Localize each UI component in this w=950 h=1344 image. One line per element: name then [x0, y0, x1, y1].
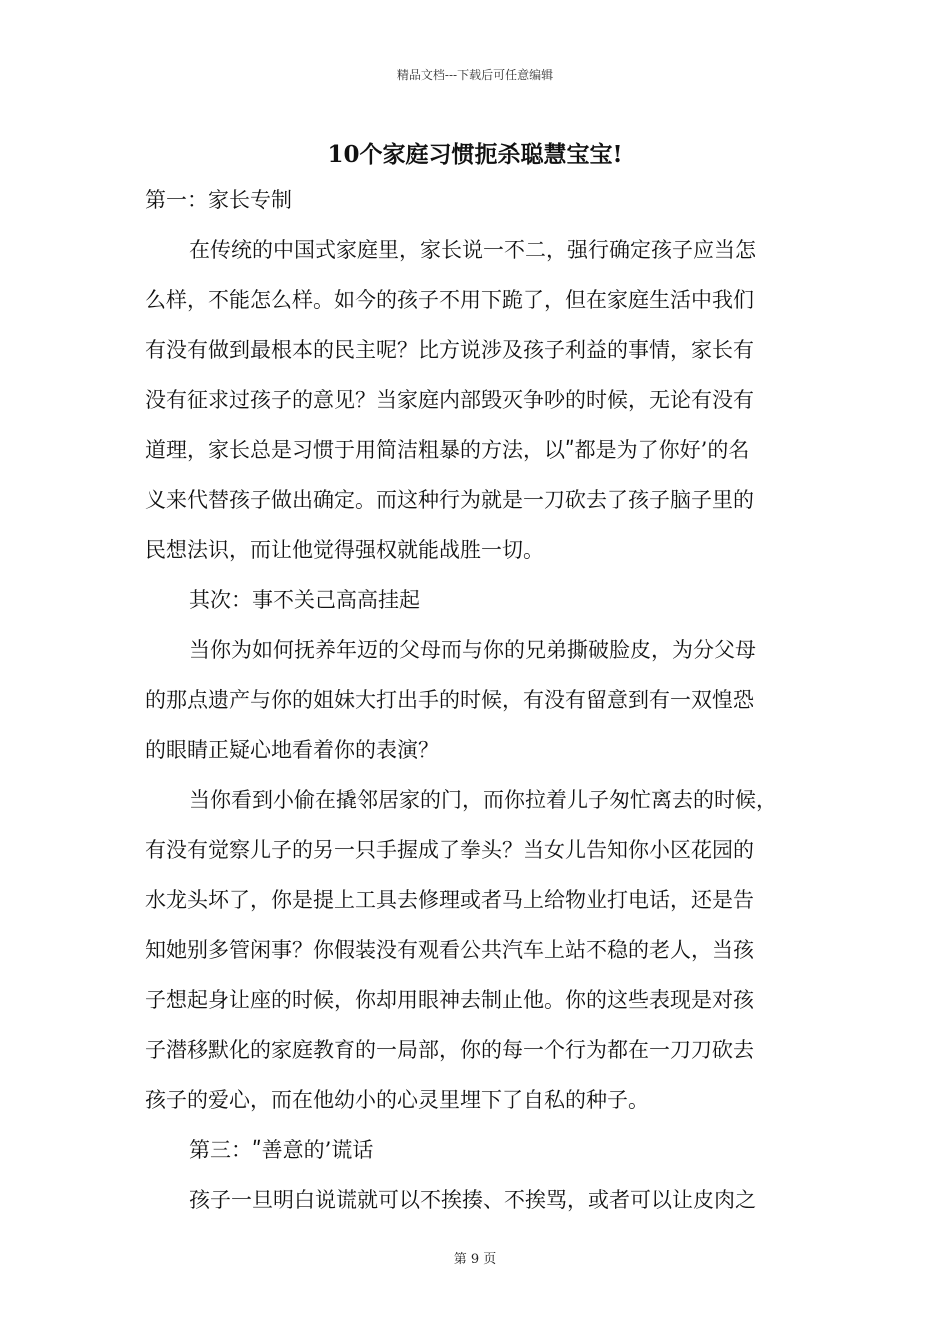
paragraph-line: 孩子的爱心，而在他幼小的心灵里埋下了自私的种子。	[145, 1088, 649, 1112]
page-header: 精品文档---下载后可任意编辑	[396, 68, 554, 82]
paragraph-line: 民想法识，而让他觉得强权就能战胜一切。	[145, 538, 544, 562]
paragraph-line: 当你为如何抚养年迈的父母而与你的兄弟撕破脸皮，为分父母	[189, 638, 756, 662]
document-body	[145, 180, 825, 1230]
paragraph-line: 子潜移默化的家庭教育的一局部，你的每一个行为都在一刀刀砍去	[145, 1038, 754, 1062]
section-heading: 其次：事不关己高高挂起	[189, 588, 420, 612]
section-heading: 第三：ʺ善意的’谎话	[189, 1138, 374, 1162]
paragraph-line: 没有征求过孩子的意见？当家庭内部毁灭争吵的时候，无论有没有	[145, 388, 754, 412]
paragraph-line: 知她别多管闲事？你假装没有观看公共汽车上站不稳的老人，当孩	[145, 938, 754, 962]
paragraph-line: 当你看到小偷在撬邻居家的门，而你拉着儿子匆忙离去的时候，	[189, 788, 777, 812]
paragraph-line: 的眼睛正疑心地看着你的表演？	[145, 738, 439, 762]
paragraph-line: 有没有做到最根本的民主呢？比方说涉及孩子利益的事情，家长有	[145, 338, 754, 362]
page-number: 第 9 页	[453, 1252, 497, 1267]
section-heading: 第一：家长专制	[145, 188, 292, 212]
paragraph-line: 孩子一旦明白说谎就可以不挨揍、不挨骂，或者可以让皮肉之	[189, 1188, 756, 1212]
paragraph-line: 在传统的中国式家庭里，家长说一不二，强行确定孩子应当怎	[189, 238, 756, 262]
paragraph-line: 义来代替孩子做出确定。而这种行为就是一刀砍去了孩子脑子里的	[145, 488, 754, 512]
paragraph-line: 有没有觉察儿子的另一只手握成了拳头？当女儿告知你小区花园的	[145, 838, 754, 862]
paragraph-line: 子想起身让座的时候，你却用眼神去制止他。你的这些表现是对孩	[145, 988, 754, 1012]
paragraph-line: 么样，不能怎么样。如今的孩子不用下跪了，但在家庭生活中我们	[145, 288, 754, 312]
document-title: 10个家庭习惯扼杀聪慧宝宝!	[327, 141, 623, 168]
paragraph-line: 的那点遗产与你的姐妹大打出手的时候，有没有留意到有一双惶恐	[145, 688, 754, 712]
paragraph-line: 道理，家长总是习惯于用简洁粗暴的方法，以ʺ都是为了你好’的名	[145, 438, 750, 462]
paragraph-line: 水龙头坏了，你是提上工具去修理或者马上给物业打电话，还是告	[145, 888, 754, 912]
